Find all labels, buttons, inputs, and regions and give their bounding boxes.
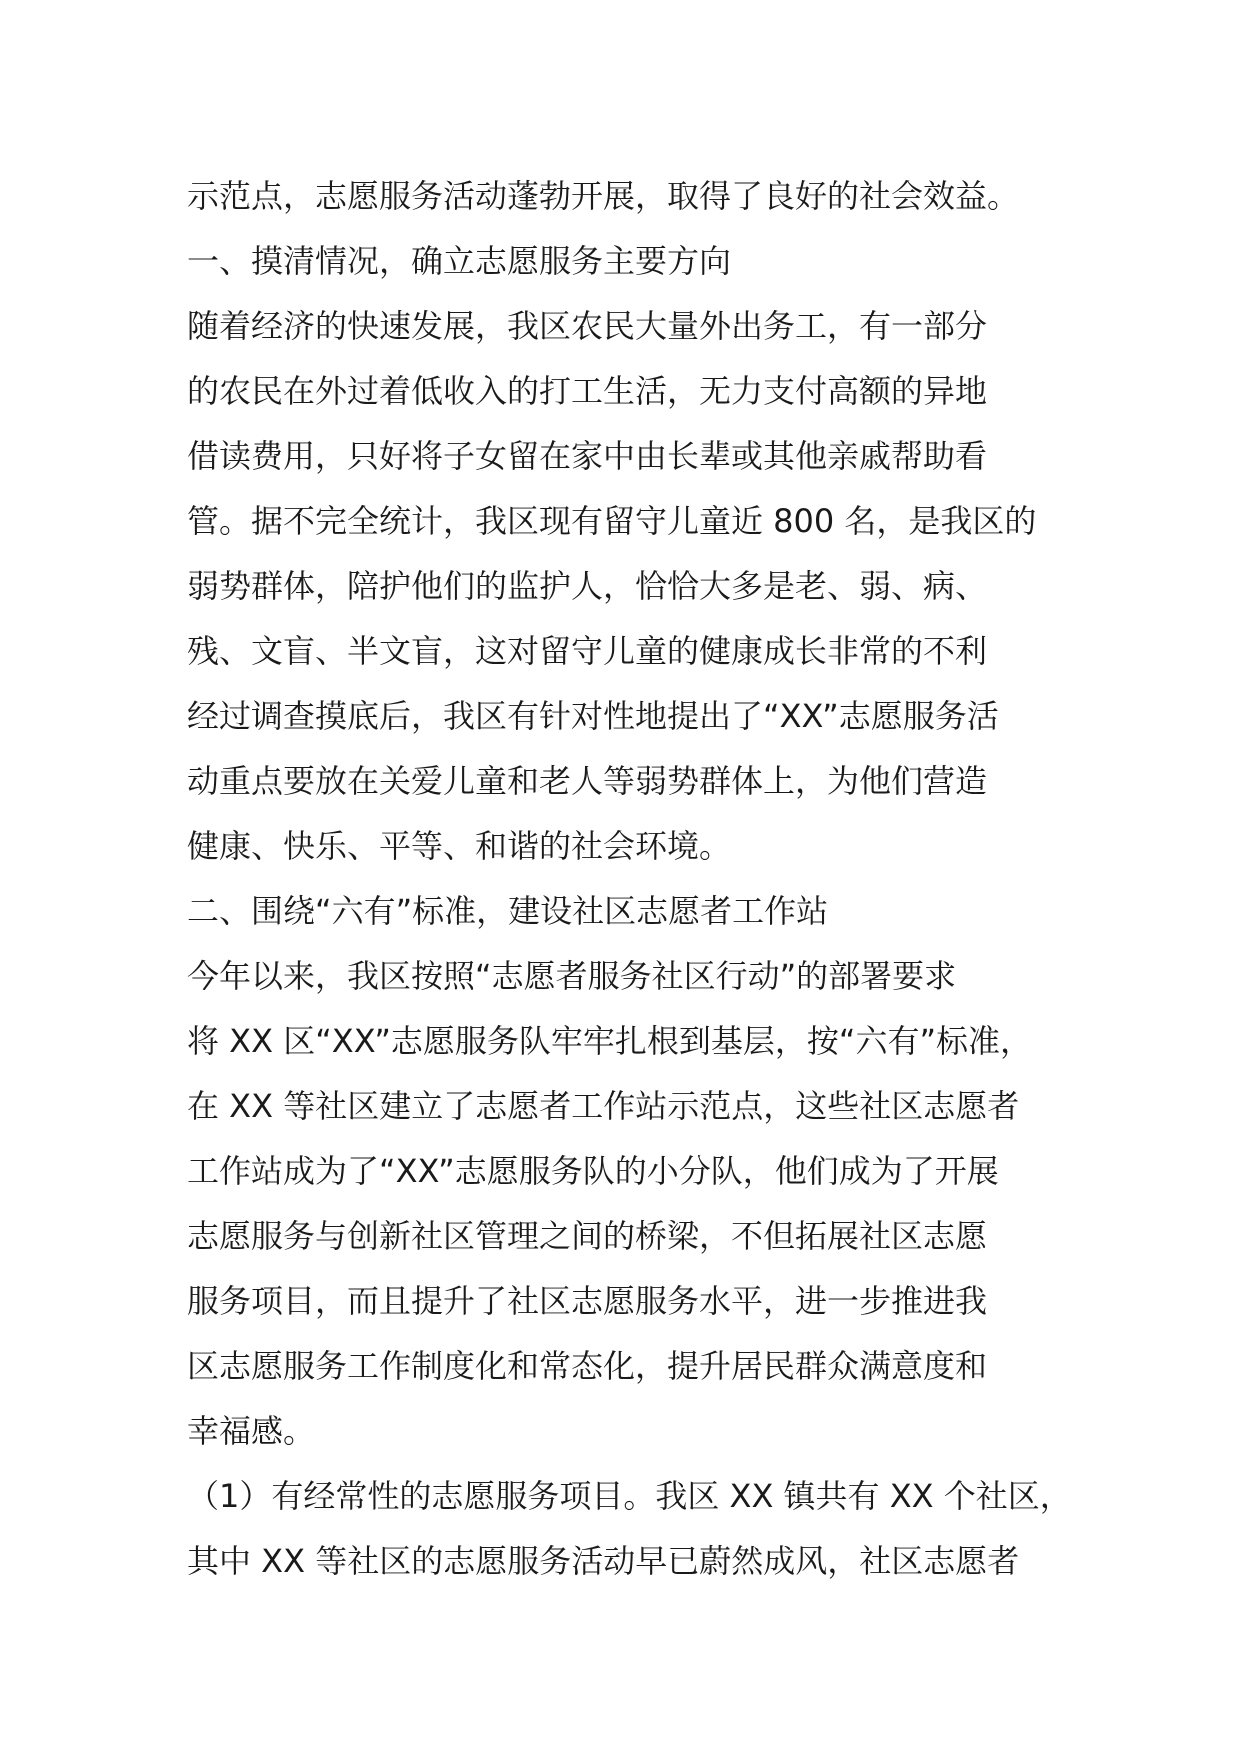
text-line: 经过调查摸底后，我区有针对性地提出了“XX”志愿服务活: [187, 697, 999, 735]
text-line: 其中 XX 等社区的志愿服务活动早已蔚然成风，社区志愿者: [187, 1542, 1020, 1580]
document-body: [187, 164, 1187, 1594]
text-line: 志愿服务与创新社区管理之间的桥梁，不但拓展社区志愿: [187, 1217, 988, 1255]
section-heading: 一、摸清情况，确立志愿服务主要方向: [187, 242, 732, 280]
text-line: 将 XX 区“XX”志愿服务队牢牢扎根到基层，按“六有”标准，: [187, 1022, 1033, 1060]
text-line: 示范点，志愿服务活动蓬勃开展，取得了良好的社会效益。: [187, 177, 1020, 215]
text-line: 服务项目，而且提升了社区志愿服务水平，进一步推进我: [187, 1282, 988, 1320]
text-line: 随着经济的快速发展，我区农民大量外出务工，有一部分: [187, 307, 988, 345]
text-line: 的农民在外过着低收入的打工生活，无力支付高额的异地: [187, 372, 988, 410]
text-line: 今年以来，我区按照“志愿者服务社区行动”的部署要求: [187, 957, 957, 995]
text-line: 健康、快乐、平等、和谐的社会环境。: [187, 827, 732, 865]
text-line: 工作站成为了“XX”志愿服务队的小分队，他们成为了开展: [187, 1152, 999, 1190]
section-heading: 二、围绕“六有”标准，建设社区志愿者工作站: [187, 892, 829, 930]
text-line: 区志愿服务工作制度化和常态化，提升居民群众满意度和: [187, 1347, 988, 1385]
numbered-item: （1）有经常性的志愿服务项目。我区 XX 镇共有 XX 个社区，: [187, 1477, 1072, 1515]
text-line: 动重点要放在关爱儿童和老人等弱势群体上，为他们营造: [187, 762, 988, 800]
text-line: 残、文盲、半文盲，这对留守儿童的健康成长非常的不利: [187, 632, 988, 670]
text-line: 在 XX 等社区建立了志愿者工作站示范点，这些社区志愿者: [187, 1087, 1020, 1125]
text-line: 借读费用，只好将子女留在家中由长辈或其他亲戚帮助看: [187, 437, 988, 475]
text-line: 管。据不完全统计，我区现有留守儿童近 800 名，是我区的: [187, 502, 1037, 540]
text-line: 幸福感。: [187, 1412, 316, 1450]
text-line: 弱势群体，陪护他们的监护人，恰恰大多是老、弱、病、: [187, 567, 988, 605]
